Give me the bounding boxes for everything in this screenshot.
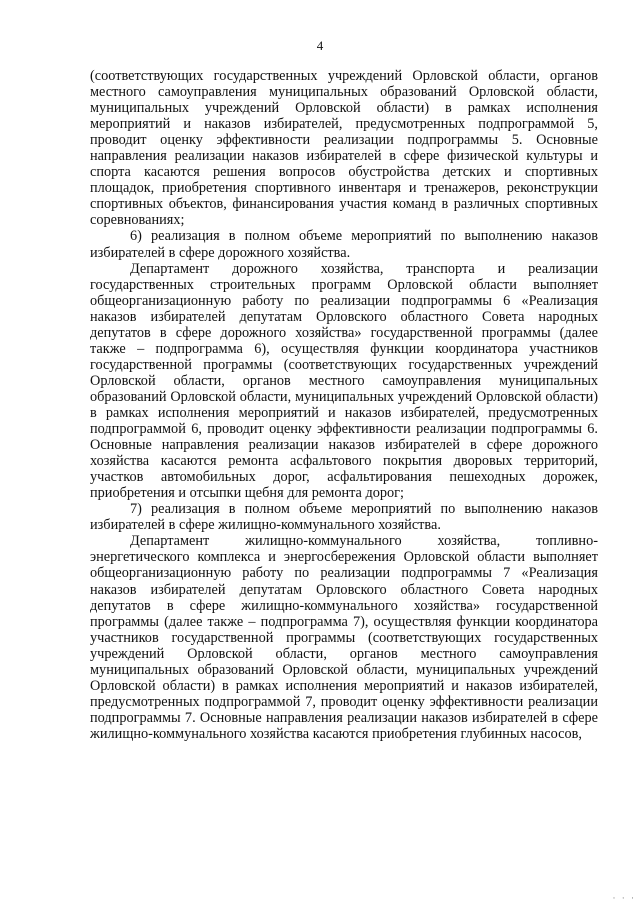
paragraph: Департамент дорожного хозяйства, транспорта и реализации государственных строительных программ Орловской области выполняет общеорганизационную работу по реализации подпрограммы 6 «Реализация наказов избирателей депутатам Орловского областного Совета народных депутатов в сфере дорожного хозяйства» государственной программы (далее также – подпрограмма 6), осуществляя функции координатора участников государственной программы (соответствующих государственных учреждений Орловской области, органов местного самоуправления муниципальных образований Орловской области, муниципальных учреждений Орловской области) в рамках исполнения мероприятий и наказов избирателей, предусмотренных подпрограммой 6, проводит оценку эффективности реализации подпрограммы 6. Основные направления реализации наказов избирателей в сфере дорожного хозяйства касаются ремонта асфальтового покрытия дворовых территорий, участков автомобильных дорог, асфальтирования пешеходных дорожек, приобретения и отсыпки щебня для ремонта дорог; [90,260,598,502]
paragraph: Департамент жилищно-коммунального хозяйства, топливно-энергетического комплекса и энергосбережения Орловской области выполняет общеорганизационную работу по реализации подпрограммы 7 «Реализация наказов избирателей депутатам Орловского областного Совета народных депутатов в сфере жилищно-коммунального хозяйства» государственной программы (далее также – подпрограмма 7), осуществляя функции координатора участников государственной программы (соответствующих государственных учреждений Орловской области, органов местного самоуправления муниципальных образований Орловской области, муниципальных учреждений Орловской области) в рамках исполнения мероприятий и наказов избирателей, предусмотренных подпрограммой 7, проводит оценку эффективности реализации подпрограммы 7. Основные направления реализации наказов избирателей в сфере жилищно-коммунального хозяйства касаются приобретения глубинных насосов, [90,533,598,742]
paragraph: (соответствующих государственных учреждений Орловской области, органов местного самоуправления муниципальных образований Орловской области, муниципальных учреждений Орловской области) в рамках исполнения мероприятий и наказов избирателей, предусмотренных подпрограммой 5, проводит оценку эффективности реализации подпрограммы 5. Основные направления реализации наказов избирателей в сфере физической культуры и спорта касаются решения вопросов обустройства детских и спортивных площадок, приобретения спортивного инвентаря и тренажеров, реконструкции спортивных объектов, финансирования участия команд в различных спортивных соревнованиях; [90,68,598,229]
page-number: 4 [316,38,324,53]
paragraph: 6) реализация в полном объеме мероприятий по выполнению наказов избирателей в сфере дорожного хозяйства. [90,228,598,261]
paragraph: 7) реализация в полном объеме мероприятий по выполнению наказов избирателей в сфере жилищно-коммунального хозяйства. [90,501,598,534]
document-body [90,68,598,742]
scan-edge-mark: · · · [612,893,636,903]
